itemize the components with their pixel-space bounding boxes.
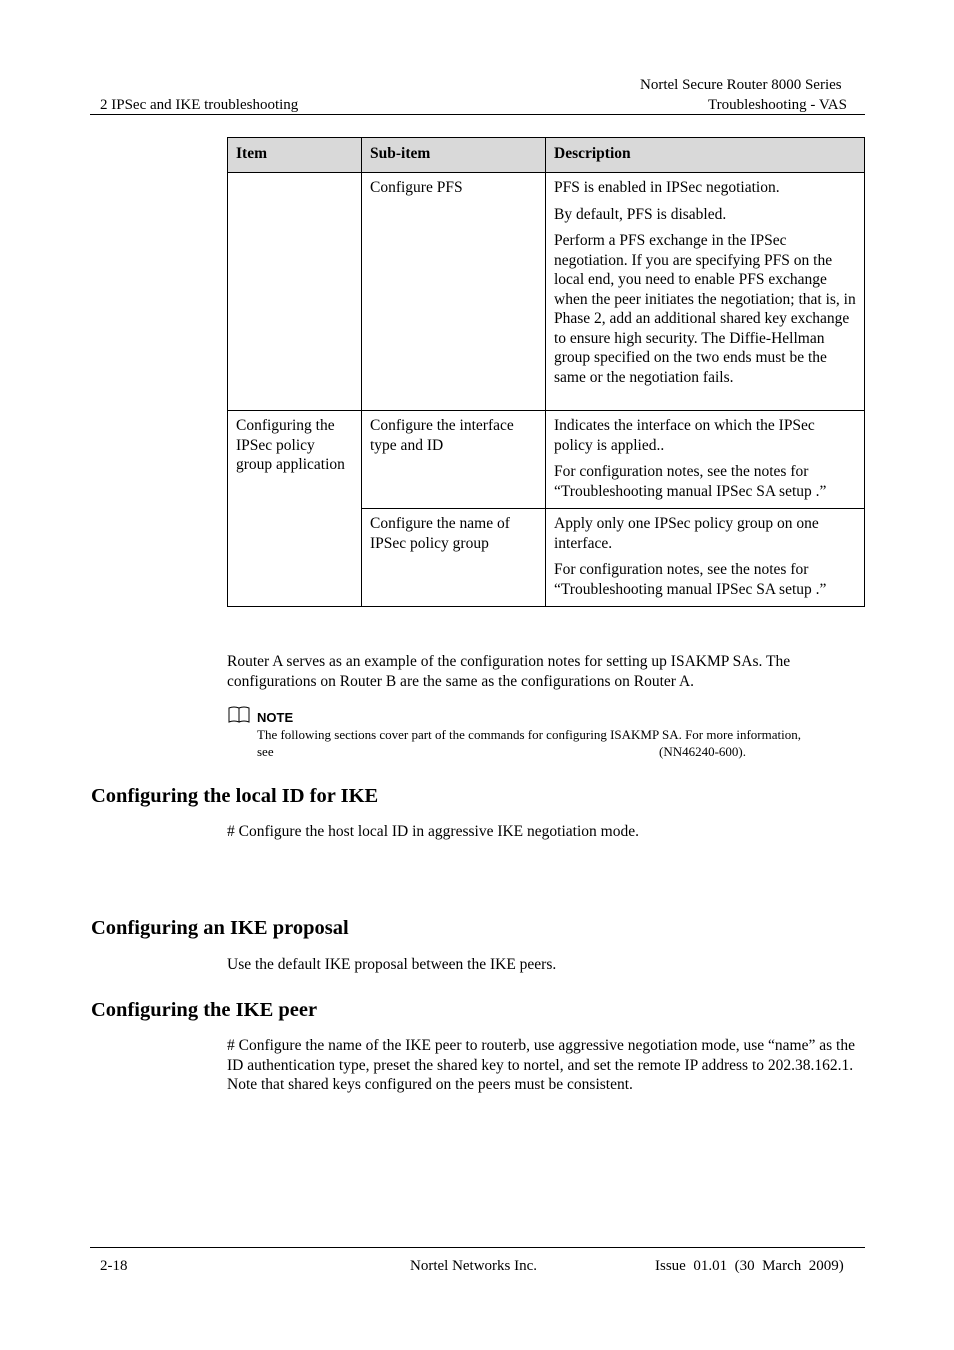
header-doc-title: Troubleshooting - VAS	[708, 97, 847, 113]
table-cell-subitem: Configure the name of IPSec policy group	[362, 509, 546, 607]
table-cell-description	[546, 173, 865, 411]
table-cell-description	[546, 509, 865, 607]
section-heading: Configuring the local ID for IKE	[91, 785, 379, 807]
table-cell-description	[546, 411, 865, 509]
table-cell-subitem: Configure PFS	[362, 173, 546, 411]
section-body: Use the default IKE proposal between the IKE peers.	[227, 956, 557, 973]
description-paragraph: Indicates the interface on which the IPSec policy is applied..	[554, 417, 815, 454]
footer-issue: Issue 01.01 (30 March 2009)	[655, 1258, 844, 1274]
footer-page-number: 2-18	[100, 1258, 128, 1274]
header-product-title: Nortel Secure Router 8000 Series	[640, 77, 842, 93]
description-paragraph: By default, PFS is disabled.	[554, 205, 727, 223]
description-paragraph: For configuration notes, see the notes for “Troubleshooting manual IPSec SA setup .”	[554, 463, 827, 500]
header-rule	[90, 114, 865, 115]
note-text-see: see	[257, 744, 274, 759]
book-icon	[227, 705, 253, 725]
column-header-description: Description	[546, 138, 865, 173]
note-text-line1: The following sections cover part of the commands for configuring ISAKMP SA. For more information,	[257, 727, 801, 742]
header-chapter-title: 2 IPSec and IKE troubleshooting	[100, 97, 299, 113]
table-cell-subitem: Configure the interface type and ID	[362, 411, 546, 509]
footer-company: Nortel Networks Inc.	[410, 1258, 538, 1274]
column-header-item: Item	[228, 138, 362, 173]
table-row	[228, 411, 865, 509]
note-label: NOTE	[257, 710, 294, 725]
note-doc-reference: (NN46240-600).	[659, 744, 747, 759]
table-cell-item: Configuring the IPSec policy group application	[228, 411, 362, 607]
description-paragraph: Apply only one IPSec policy group on one interface.	[554, 515, 819, 552]
description-paragraph: For configuration notes, see the notes for “Troubleshooting manual IPSec SA setup .”	[554, 561, 827, 598]
column-header-subitem: Sub-item	[362, 138, 546, 173]
section-body: # Configure the host local ID in aggressive IKE negotiation mode.	[227, 823, 639, 840]
table-row	[228, 173, 865, 411]
description-paragraph: PFS is enabled in IPSec negotiation.	[554, 179, 780, 196]
table-cell-item-empty	[228, 173, 362, 411]
footer-rule	[90, 1247, 865, 1248]
section-heading: Configuring an IKE proposal	[91, 917, 349, 939]
description-paragraph: Perform a PFS exchange in the IPSec negotiation. If you are specifying PFS on the local end, you need to enable PFS exchange when the peer initiates the negotiation; that is, in Phase 2, add an additional shared key exchange to ensure high security. The Diffie-Hellman group specified on the two ends must be the same or the negotiation fails.	[554, 232, 856, 386]
table-header-row	[228, 138, 865, 173]
configuration-table	[227, 137, 865, 607]
intro-paragraph: Router A serves as an example of the configuration notes for setting up ISAKMP SAs. The configurations on Router B are the same as the configurations on Router A.	[227, 653, 791, 690]
section-body: # Configure the name of the IKE peer to routerb, use aggressive negotiation mode, use “name” as the ID authentication type, preset the shared key to nortel, and set the remote IP address to 202.38.162.1. Note that shared keys configured on the peers must be consistent.	[227, 1037, 855, 1093]
section-heading: Configuring the IKE peer	[91, 999, 318, 1021]
